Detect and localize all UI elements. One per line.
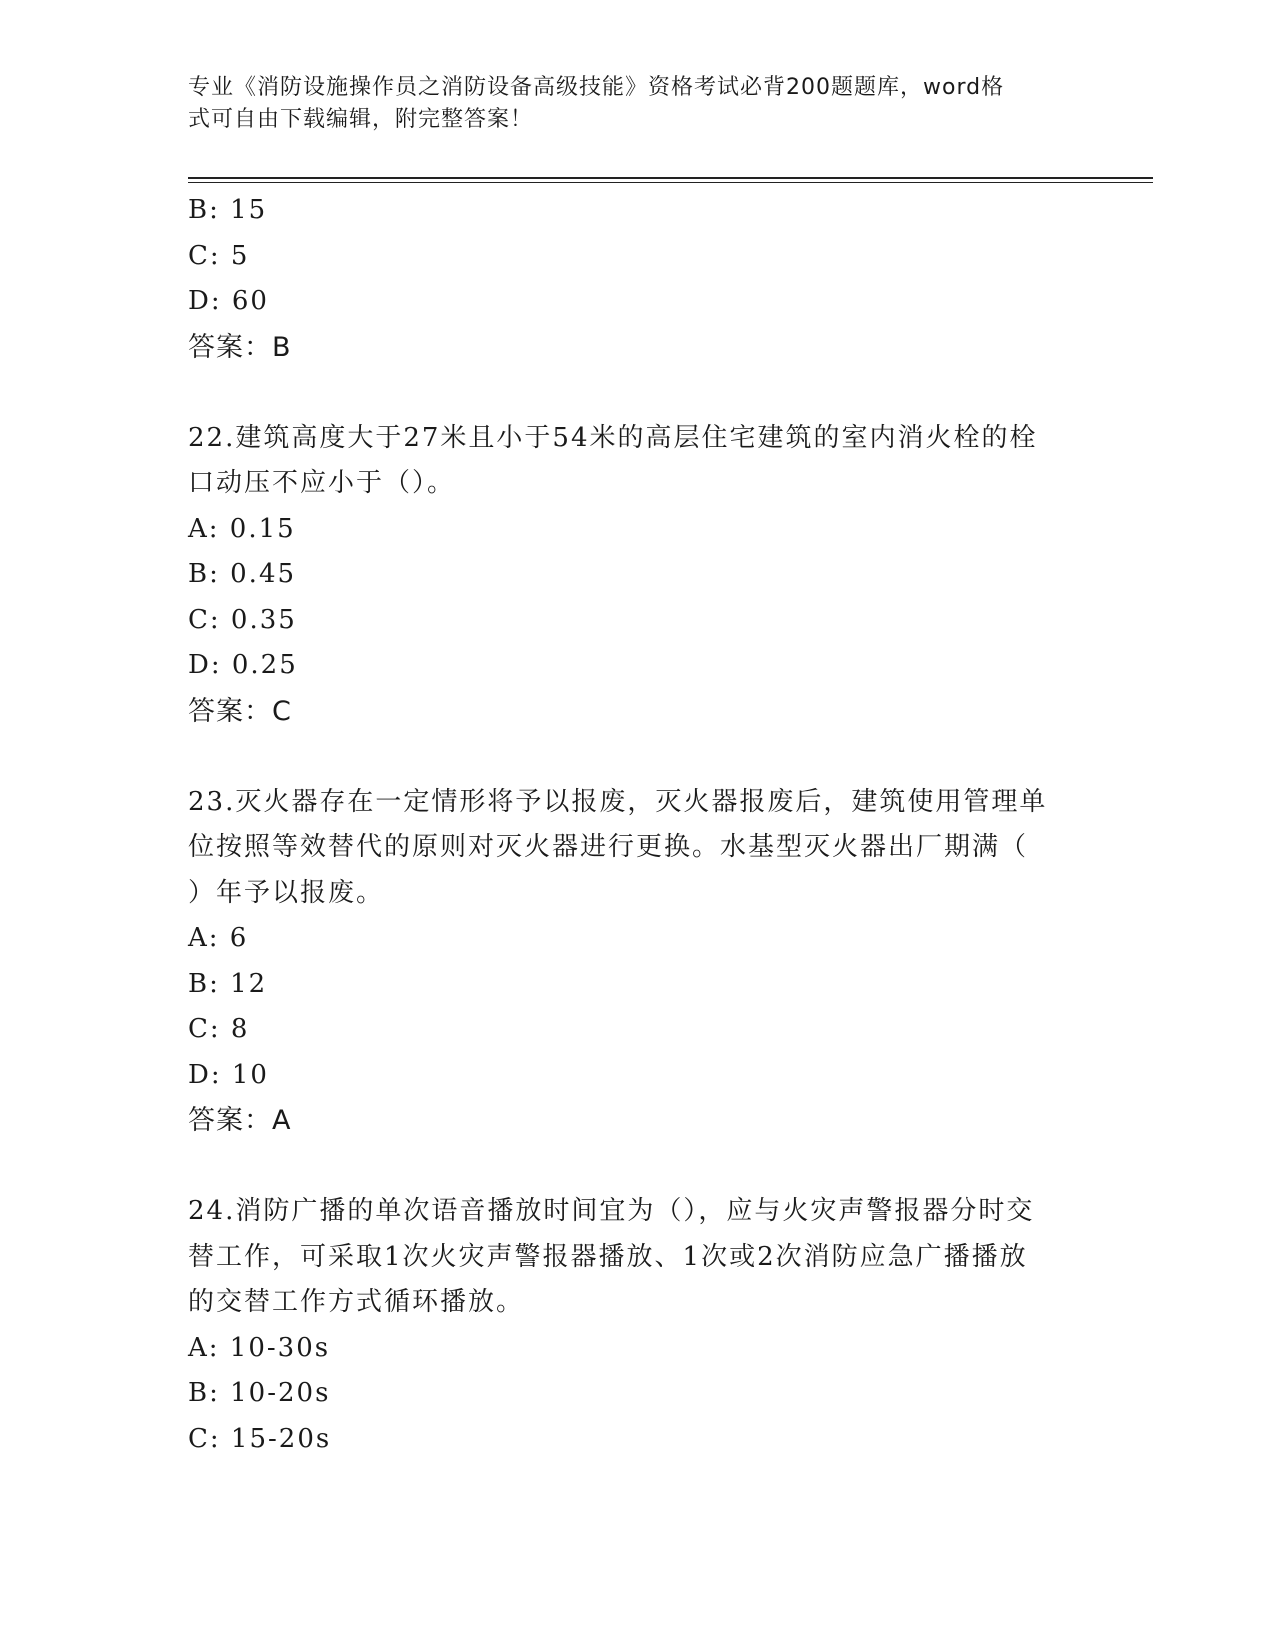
question-text: 位按照等效替代的原则对灭火器进行更换。水基型灭火器出厂期满（ [188,832,1029,862]
option: D: 10 [188,1059,269,1090]
question-text: 24.消防广播的单次语音播放时间宜为（），应与火灾声警报器分时交 [188,1196,1035,1226]
option: B: 12 [188,968,268,999]
option: C: 5 [188,240,250,271]
spacer [188,734,1088,780]
option: B: 15 [188,195,268,225]
question-21-tail [188,188,1088,370]
option: D: 60 [188,286,269,316]
question-text: 22.建筑高度大于27米且小于54米的高层住宅建筑的室内消火栓的栓 [188,422,1038,453]
option: B: 0.45 [188,559,297,589]
option: C: 0.35 [188,604,297,635]
option: A: 10-30s [188,1332,331,1363]
question-23 [188,780,1088,1144]
option: A: 6 [188,923,249,953]
option: D: 0.25 [188,650,298,680]
header-line-2: 式可自由下载编辑，附完整答案！ [188,107,534,132]
question-text: 替工作，可采取1次火灾声警报器播放、1次或2次消防应急广播播放 [188,1241,1028,1272]
question-list [188,188,1088,1462]
document-header [188,72,1068,136]
option: C: 8 [188,1014,250,1044]
header-divider-thick [188,177,1153,179]
question-text: 的交替工作方式循环播放。 [188,1287,525,1317]
answer: 答案：B [188,331,292,363]
option: A: 0.15 [188,513,296,544]
question-text: 口动压不应小于（）。 [188,468,456,498]
spacer [188,1144,1088,1190]
header-divider-thin [188,182,1153,183]
header-line-1: 专业《消防设施操作员之消防设备高级技能》资格考试必背200题题库，word格 [188,75,1005,100]
question-text: 23.灭火器存在一定情形将予以报废，灭火器报废后，建筑使用管理单 [188,786,1048,817]
answer: 答案：C [188,695,292,727]
question-22 [188,416,1088,735]
question-text: ）年予以报废。 [188,877,385,908]
option: C: 15-20s [188,1423,332,1454]
answer: 答案：A [188,1105,292,1136]
question-24 [188,1189,1088,1462]
option: B: 10-20s [188,1378,331,1408]
spacer [188,370,1088,416]
